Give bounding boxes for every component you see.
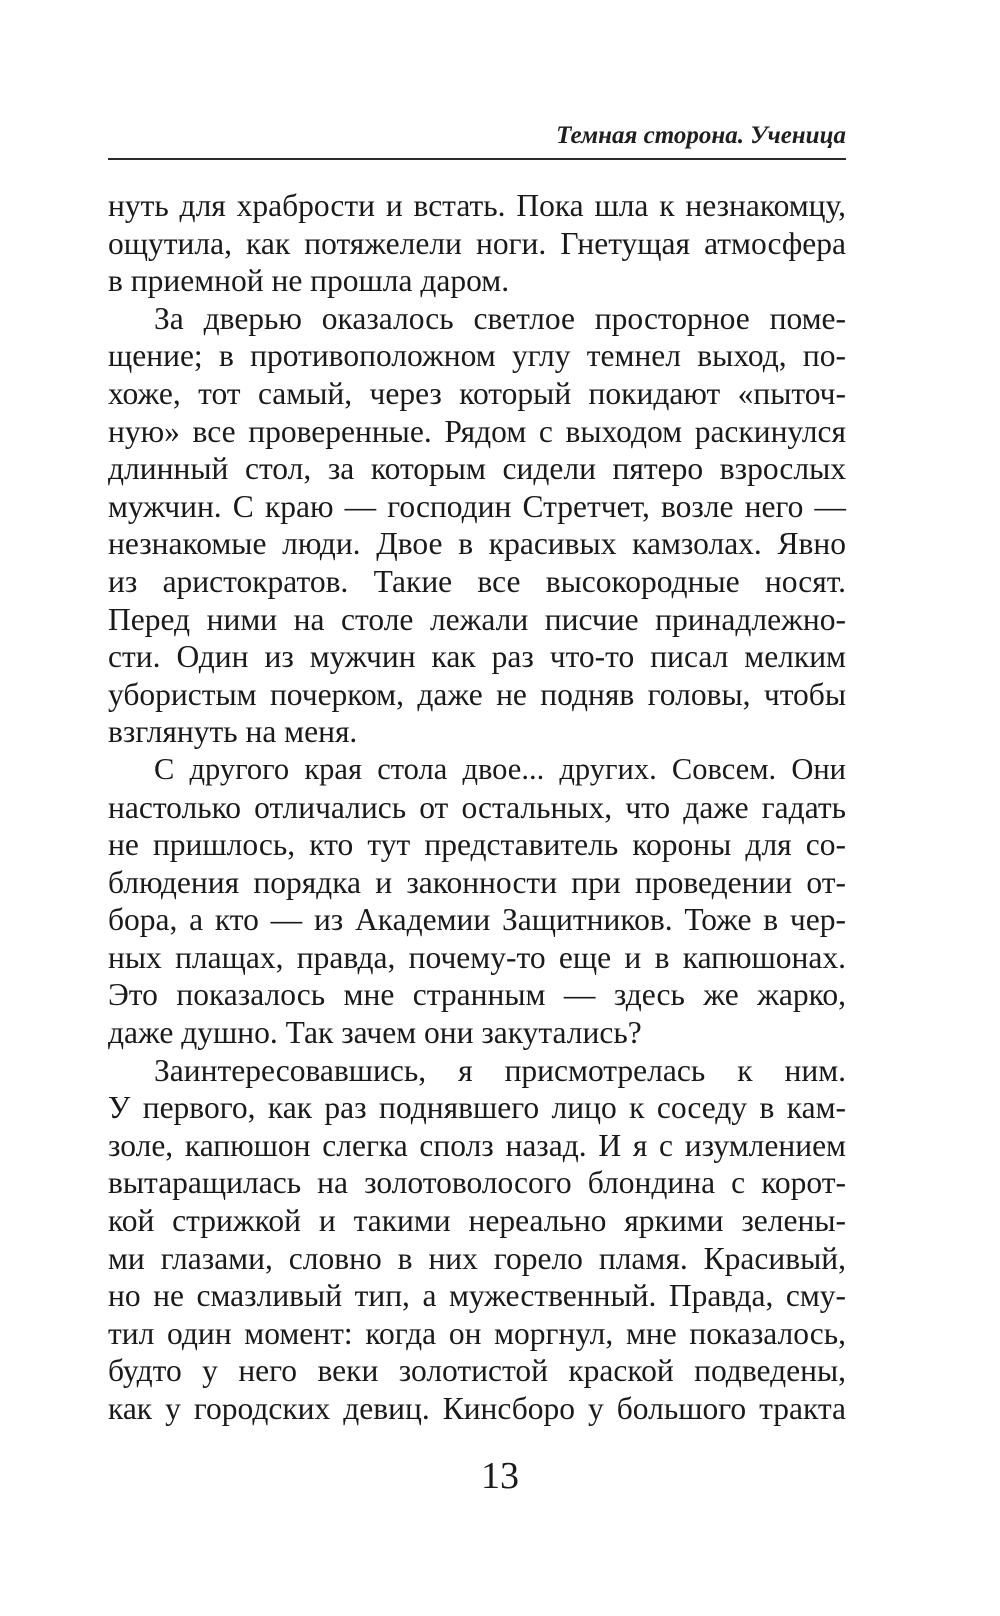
text-line: ную» все проверенные. Рядом с выходом раскинулся: [108, 413, 846, 449]
header-rule: [108, 158, 846, 160]
running-head-title: Темная сторона. Ученица: [556, 122, 846, 149]
text-line: щение; в противоположном углу темнел выход, по-: [108, 338, 846, 374]
text-line: бора, а кто — из Академии Защитников. Тоже в чер-: [108, 902, 846, 938]
text-line: в приемной не прошла даром.: [108, 263, 510, 299]
body-text: [108, 187, 846, 1428]
text-line: ми глазами, словно в них горело пламя. Красивый,: [108, 1240, 846, 1276]
page-number: 13: [481, 1455, 519, 1497]
text-line: блюдения порядка и законности при проведении от-: [108, 864, 846, 900]
text-line: не пришлось, кто тут представитель короны для со-: [108, 827, 846, 863]
text-line: Это показалось мне странным — здесь же жарко,: [108, 977, 846, 1013]
text-line: незнакомые люди. Двое в красивых камзолах. Явно: [108, 526, 846, 562]
text-line: из аристократов. Такие все высокородные носят.: [108, 563, 846, 599]
text-line: золе, капюшон слегка сполз назад. И я с изумлением: [108, 1127, 846, 1163]
text-line: кой стрижкой и такими нереально яркими зелены-: [108, 1203, 846, 1239]
text-line: нуть для храбрости и встать. Пока шла к незнакомцу,: [108, 188, 846, 223]
text-line: как у городских девиц. Кинсборо у большого тракта: [108, 1391, 846, 1426]
text-line: У первого, как раз поднявшего лицо к соседу в кам-: [108, 1090, 846, 1126]
text-line: тил один момент: когда он моргнул, мне показалось,: [108, 1315, 846, 1351]
text-line: будто у него веки золотистой краской подведены,: [108, 1353, 846, 1389]
text-line: вытаращилась на золотоволосого блондина с корот-: [108, 1165, 846, 1201]
text-line: За дверью оказалось светлое просторное поме-: [154, 300, 846, 336]
text-line: мужчин. С краю — господин Стретчет, возле него —: [108, 488, 846, 524]
text-line: сти. Один из мужчин как раз что-то писал мелким: [108, 639, 846, 675]
text-line: даже душно. Так зачем они закутались?: [108, 1015, 642, 1051]
text-line: длинный стол, за которым сидели пятеро взрослых: [108, 451, 846, 487]
text-line: настолько отличались от остальных, что даже гадать: [108, 789, 846, 825]
text-line: ных плащах, правда, почему-то еще и в капюшонах.: [108, 939, 846, 975]
text-line: взглянуть на меня.: [108, 714, 358, 750]
text-line: но не смазливый тип, а мужественный. Правда, сму-: [108, 1278, 846, 1314]
text-line: С другого края стола двое... других. Совсем. Они: [154, 751, 846, 786]
text-line: Перед ними на столе лежали писчие принадлежно-: [108, 601, 846, 637]
text-line: хоже, тот самый, через который покидают «пыточ-: [108, 375, 846, 411]
text-line: ощутила, как потяжелели ноги. Гнетущая атмосфера: [108, 225, 846, 261]
text-line: убористым почерком, даже не подняв головы, чтобы: [108, 676, 846, 712]
text-line: Заинтересовавшись, я присмотрелась к ним.: [154, 1052, 846, 1088]
